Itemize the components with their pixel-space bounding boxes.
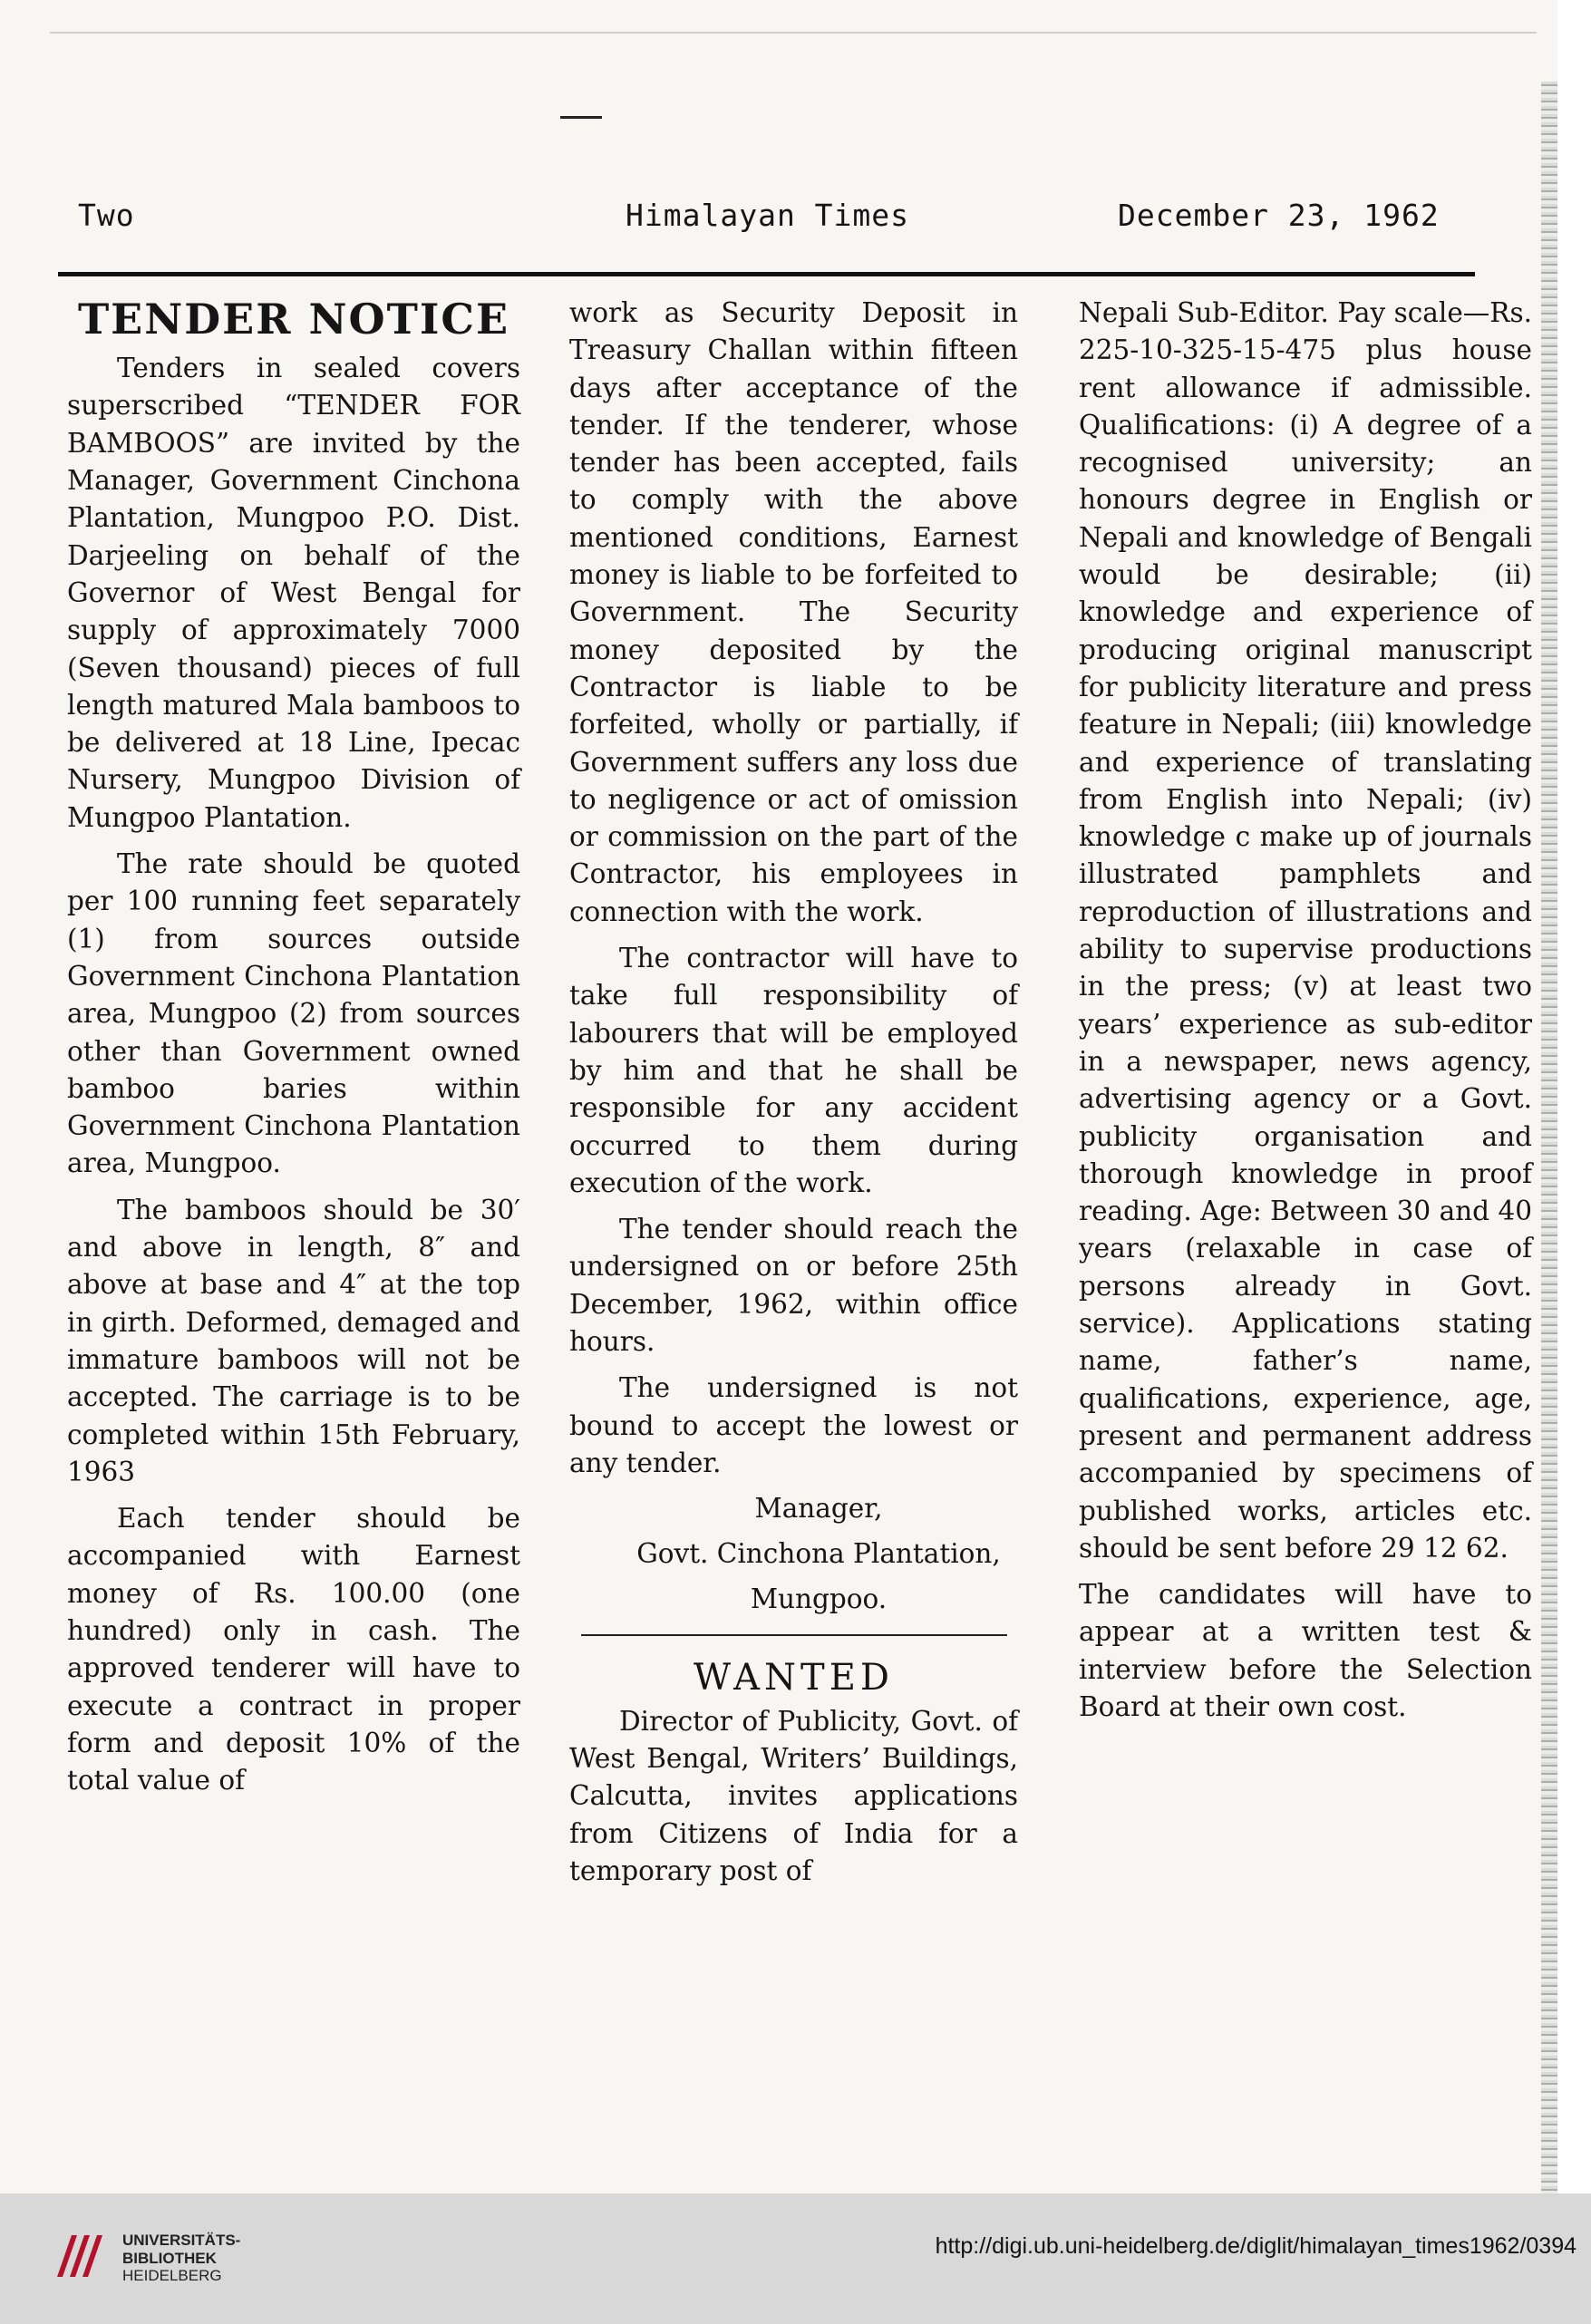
top-rule [50, 32, 1537, 34]
header-rule [58, 272, 1475, 276]
wanted-paragraph-2: Nepali Sub-Editor. Pay scale—Rs. 225-10-325-15-475 plus house rent allowance if admissible. Qualifications: (i) A degree of a recognised university; an honours degree in English or Nepali and knowledge of Bengali would be desirable; (ii) knowledge and experience of producing original manuscript for publicity literature and press feature in Nepali; (iii) knowledge and experience of translating from English into Nepali; (iv) knowledge c make up of journals illustrated pamphlets and reproduction of illustrations and ability to supervise productions in the press; (v) at least two years’ experience as sub-editor in a newspaper, news agency, advertising agency or a Govt. publicity organisation and thorough knowledge in proof reading. Age: Between 30 and 40 years (relaxable in case of persons already in Govt. service). Applications stating name, father’s name, qualifications, experience, age, present and permanent address accompanied by specimens of published works, articles etc. should be sent before 29 12 62. [1079, 297, 1532, 1564]
tender-paragraph-4: Each tender should be accompanied with Earnest money of Rs. 100.00 (one hundred) only in cash. The approved tenderer will have to execute a contract in proper form and deposit 10% of the total value of [67, 1503, 520, 1796]
signature-place: Mungpoo. [750, 1583, 888, 1614]
column-3 [1079, 295, 1532, 1735]
tender-paragraph-7: The tender should reach the undersigned on or before 25th December, 1962, within office hours. [569, 1214, 1018, 1358]
source-url-link[interactable]: http://digi.ub.uni-heidelberg.de/diglit/himalayan_times1962/0394 [935, 2233, 1576, 2259]
tender-headline: TENDER NOTICE [77, 295, 510, 344]
library-logo-icon [50, 2228, 106, 2284]
tender-paragraph-1: Tenders in sealed covers superscribed “TENDER FOR BAMBOOS” are invited by the Manager, Government Cinchona Plantation, Mungpoo P.O. Dist. Darjeeling on behalf of the Governor of West Bengal for supply of approximately 7000 (Seven thousand) pieces of full length matured Mala bamboos to be delivered at 18 Line, Ipecac Nursery, Mungpoo Division of Mungpoo Plantation. [67, 353, 520, 833]
library-name-line-2: BIBLIOTHEK [122, 2249, 217, 2267]
tender-paragraph-6: The contractor will have to take full responsibility of labourers that will be employed by him and that he shall be responsible for any accident occurred to them during execution of the work. [569, 943, 1018, 1198]
wanted-paragraph-1: Director of Publicity, Govt. of West Bengal, Writers’ Buildings, Calcutta, invites applications from Citizens of India for a temporary post of [569, 1705, 1018, 1886]
page-number: Two [78, 198, 135, 233]
tender-paragraph-8: The undersigned is not bound to accept the lowest or any tender. [569, 1372, 1018, 1478]
signature-title: Manager, [754, 1493, 883, 1525]
signature-office: Govt. Cinchona Plantation, [636, 1538, 1001, 1570]
tender-paragraph-5: work as Security Deposit in Treasury Challan within fifteen days after acceptance of the tender. If the tenderer, whose tender has been accepted, fails to comply with the above mentioned conditions, Earnest money is liable to be forfeited to Government. The Security money deposited by the Contractor is liable to be forfeited, wholly or partially, if Government suffers any loss due to negligence or act of omission or commission on the part of the Contractor, his employees in connection with the work. [569, 297, 1018, 927]
section-separator [581, 1634, 1007, 1636]
tender-paragraph-3: The bamboos should be 30′ and above in length, 8″ and above at base and 4″ at the top in girth. Deformed, demaged and immature bamboos will not be accepted. The carriage is to be completed within 15th February, 1963 [67, 1194, 520, 1487]
column-2 [569, 295, 1018, 1899]
library-name-line-1: UNIVERSITÄTS- [122, 2232, 241, 2249]
newspaper-title: Himalayan Times [626, 198, 910, 233]
top-dash [560, 116, 602, 119]
library-name [122, 2232, 240, 2285]
wanted-paragraph-3: The candidates will have to appear at a written test & interview before the Selection Board at their own cost. [1079, 1579, 1532, 1722]
issue-date: December 23, 1962 [1118, 198, 1440, 233]
tender-paragraph-2: The rate should be quoted per 100 running feet separately (1) from sources outside Government Cinchona Plantation area, Mungpoo (2) from sources other than Government owned bamboo baries within Government Cinchona Plantation area, Mungpoo. [67, 848, 520, 1179]
page-edge-shadow [1541, 82, 1557, 2193]
library-name-line-3: HEIDELBERG [122, 2267, 222, 2285]
column-1 [67, 295, 520, 1808]
wanted-headline: WANTED [694, 1656, 894, 1699]
